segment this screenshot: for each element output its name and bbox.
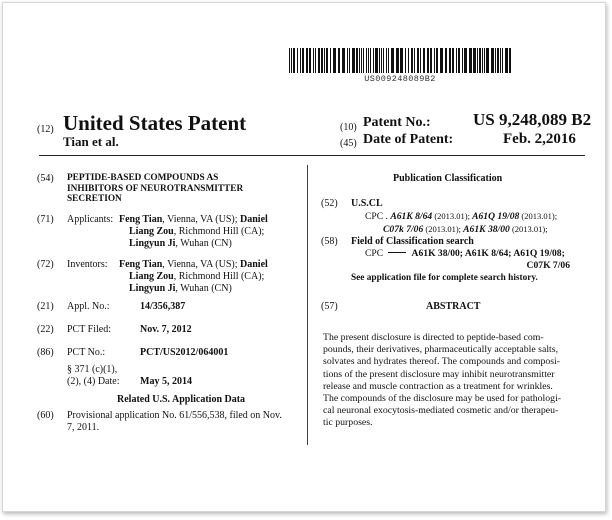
publication-classification-heading: Publication Classification	[393, 173, 503, 184]
header-divider	[39, 155, 585, 156]
s371-label-line: § 371 (c)(1),	[67, 364, 118, 375]
abstract-line: tions of the present disclosure may inhibit neurotransmitter	[323, 368, 555, 380]
inventor-name: Feng Tian	[119, 259, 163, 270]
pct-no-label: PCT No.:	[67, 347, 106, 358]
cpc-version: (2013.01);	[423, 224, 464, 234]
patent-no-code: (10)	[340, 122, 357, 133]
abstract-heading: ABSTRACT	[426, 301, 481, 312]
applicants-code: (71)	[37, 214, 54, 225]
applicant-name: Feng Tian	[119, 214, 163, 225]
appl-no-value: 14/356,387	[140, 301, 186, 312]
uscl-code: (52)	[321, 198, 338, 209]
patent-page	[2, 2, 606, 512]
patent-no-label: Patent No.:	[363, 115, 431, 130]
inventors-code: (72)	[37, 259, 54, 270]
invention-title-line: SECRETION	[67, 194, 122, 204]
appl-no-label: Appl. No.:	[67, 301, 110, 312]
s371-label	[67, 364, 119, 388]
invention-title-line: INHIBITORS OF NEUROTRANSMITTER	[67, 183, 244, 194]
uscl-label: U.S.CL	[351, 198, 383, 209]
abstract-line: cal neuronal exocytosis-mediated cosmetic and/or therapeu-	[323, 405, 559, 417]
provisional-code: (60)	[37, 410, 54, 421]
inventor-place: , Vienna, VA (US);	[162, 259, 241, 270]
applicant-name: Liang Zou	[129, 226, 174, 237]
date-of-patent-label: Date of Patent:	[363, 132, 454, 147]
cpc-leader-line	[388, 252, 406, 253]
applicants-list	[119, 214, 309, 250]
pct-no-value: PCT/US2012/064001	[140, 347, 229, 358]
inventors-label: Inventors:	[67, 259, 108, 270]
pct-filed-value: Nov. 7, 2012	[140, 324, 192, 335]
cpc-version: (2013.01);	[509, 224, 548, 234]
date-of-patent-value: Feb. 2,2016	[503, 131, 576, 147]
pct-filed-label: PCT Filed:	[67, 324, 111, 335]
provisional-text	[67, 410, 302, 434]
invention-title	[67, 173, 302, 205]
appl-no-code: (21)	[37, 301, 54, 312]
uscl-cpc	[365, 210, 590, 236]
patent-no-value: US 9,248,089 B2	[473, 110, 592, 129]
abstract-text	[323, 332, 583, 430]
inventor-place: , Wuhan (CN)	[175, 283, 232, 294]
date-of-patent-code: (45)	[340, 138, 357, 149]
inventor-name: Liang Zou	[129, 271, 174, 282]
field-search-cpc-label: CPC	[365, 248, 386, 259]
provisional-line: 7, 2011.	[67, 422, 100, 433]
abstract-line: The compounds of the disclosure may be used for pathologi-	[323, 393, 562, 405]
applicants-label: Applicants:	[67, 214, 114, 225]
related-data-heading: Related U.S. Application Data	[117, 394, 246, 405]
s371-date-value: May 5, 2014	[140, 376, 192, 387]
inventor-place: , Richmond Hill (CA);	[173, 271, 265, 282]
abstract-line: pounds, their derivatives, pharmaceutically acceptable salts,	[323, 344, 559, 356]
field-search-codes: C07K 7/06	[526, 260, 570, 271]
abstract-line: release and muscle contraction as a treatment for wrinkles.	[323, 380, 553, 392]
pct-no-code: (86)	[37, 347, 54, 358]
document-title: United States Patent	[63, 111, 247, 135]
inventors-list	[119, 259, 309, 295]
field-search-code: (58)	[321, 236, 338, 247]
applicant-place: , Richmond Hill (CA);	[173, 226, 265, 237]
search-history-note: See application file for complete search history.	[351, 273, 538, 283]
title-code: (54)	[37, 173, 54, 184]
inventor-name: Lingyun Ji	[129, 283, 176, 294]
cpc-version: (2013.01);	[432, 211, 473, 221]
abstract-line: The present disclosure is directed to peptide-based com-	[323, 332, 544, 343]
applicant-name: Lingyun Ji	[129, 238, 176, 249]
provisional-line: Provisional application No. 61/556,538, filed on Nov.	[67, 410, 282, 421]
cpc-code: A61Q 19/08	[472, 211, 520, 222]
field-search-codes: A61K 38/00; A61K 8/64; A61Q 19/08;	[411, 248, 565, 259]
invention-title-line: PEPTIDE-BASED COMPOUNDS AS	[67, 173, 219, 183]
abstract-code: (57)	[321, 301, 338, 312]
column-divider	[307, 165, 308, 445]
uscl-cpc-label: CPC .	[365, 211, 391, 222]
abstract-line: tic purposes.	[323, 417, 373, 429]
inventor-name: Daniel	[240, 259, 268, 270]
applicant-place: , Wuhan (CN)	[175, 238, 232, 249]
cpc-code: A61K 8/64	[390, 211, 433, 222]
cpc-version: (2013.01);	[519, 211, 558, 221]
s371-label-line: (2), (4) Date:	[67, 376, 120, 387]
abstract-line: solvates and hydrates thereof. The compounds and composi-	[323, 356, 561, 368]
cpc-code: C07k 7/06	[383, 224, 424, 235]
field-search-cpc	[365, 248, 590, 272]
cpc-code: A61K 38/00	[463, 224, 510, 235]
applicant-place: , Vienna, VA (US);	[162, 214, 241, 225]
barcode-number: US009248089B2	[364, 74, 436, 84]
applicant-name: Daniel	[240, 214, 268, 225]
field-search-label: Field of Classification search	[351, 236, 474, 247]
barcode-image	[288, 48, 512, 73]
inventors-short: Tian et al.	[63, 134, 119, 149]
doc-kind-code: (12)	[37, 124, 54, 135]
pct-filed-code: (22)	[37, 324, 54, 335]
